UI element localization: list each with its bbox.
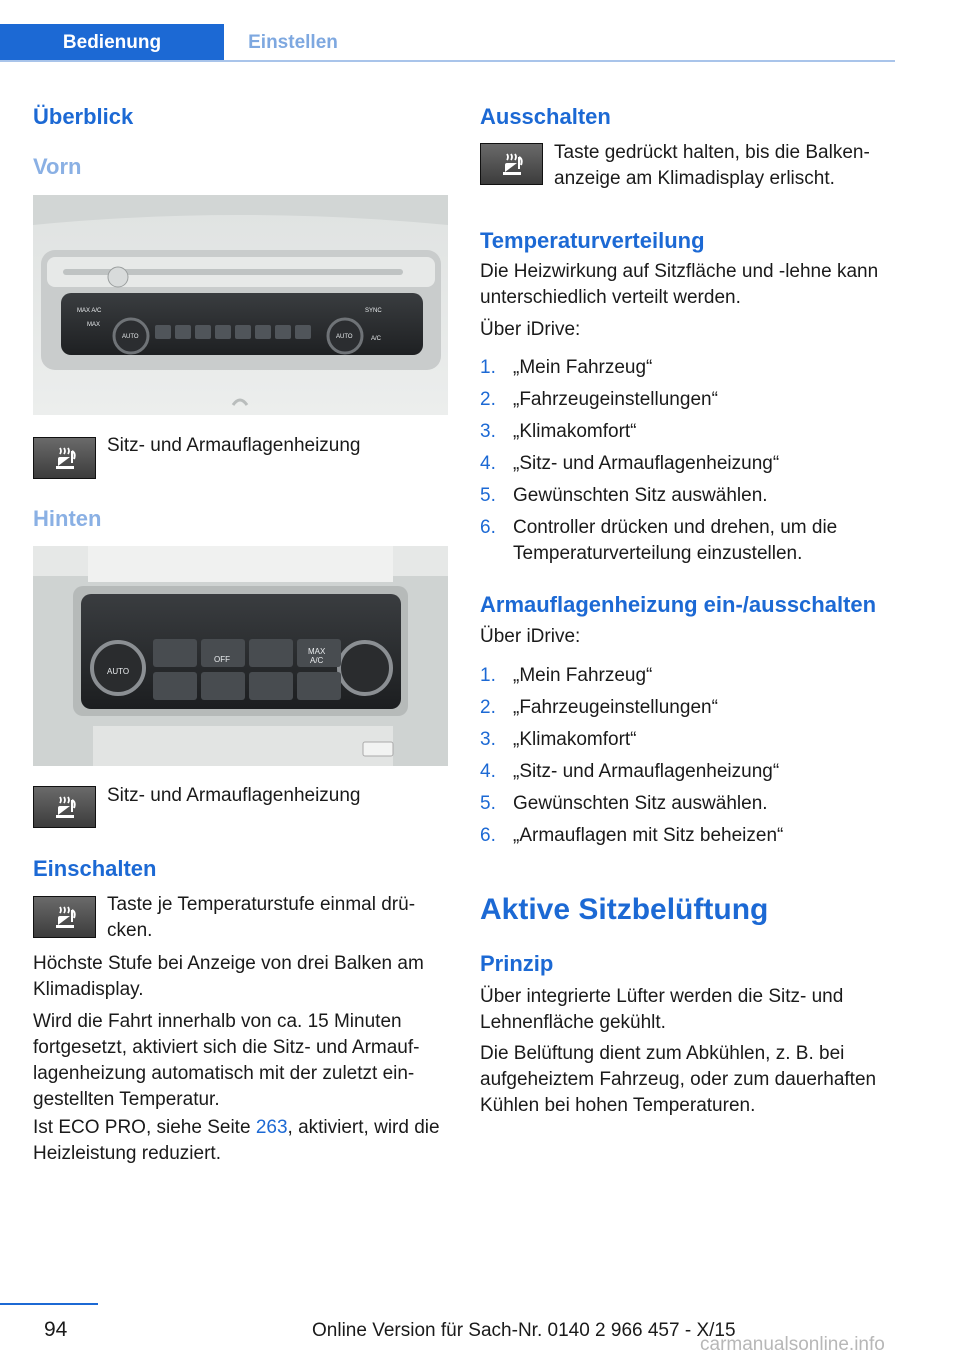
list-item: 5. Gewünschten Sitz auswählen.: [480, 485, 768, 506]
front-btn-auto-right: AUTO: [336, 334, 353, 340]
einschalten-p1: Höchste Stufe bei Anzeige von drei Balken am Klimadisplay.: [33, 953, 424, 1000]
list-item: 6. „Armauflagen mit Sitz beheizen“: [480, 825, 784, 846]
seat-heating-icon: [499, 151, 525, 177]
seat-heating-button-off: [480, 143, 543, 185]
ausschalten-text: Taste gedrückt halten, bis die Balken- anzeige am Klimadisplay erlischt.: [554, 142, 870, 189]
heading-rear: Hinten: [33, 506, 102, 531]
front-btn-auto-left: AUTO: [122, 334, 139, 340]
p3-before: Ist ECO PRO, siehe Seite: [33, 1117, 256, 1138]
heading-temperaturverteilung: Temperaturverteilung: [480, 228, 705, 253]
front-btn-max: MAX: [87, 322, 101, 328]
list-item: 3. „Klimakomfort“: [480, 421, 637, 442]
list-item: 4. „Sitz- und Armauflagenheizung“: [480, 761, 780, 782]
tab-einstellen[interactable]: Einstellen: [248, 32, 338, 53]
heading-ausschalten: Ausschalten: [480, 104, 611, 129]
list-item: 1. „Mein Fahrzeug“: [480, 665, 653, 686]
heading-prinzip: Prinzip: [480, 951, 554, 976]
seat-heating-button: [33, 437, 96, 479]
list-item: 6. Controller drücken und drehen, um die Temperaturverteilung einzustellen.: [480, 517, 838, 564]
rear-btn-ac: A/C: [310, 656, 324, 665]
rear-caption: Sitz- und Armauflagenheizung: [107, 785, 361, 806]
einschalten-text: Taste je Temperaturstufe einmal drü- cken.: [107, 894, 416, 941]
seat-heating-button-on: [33, 896, 96, 938]
dist-text: Die Heizwirkung auf Sitzfläche und -lehne kann unterschiedlich verteilt werden.: [480, 261, 879, 308]
p3-after: , aktiviert, wird die Heizleistung reduziert.: [33, 1117, 440, 1164]
principle-p2: Die Belüftung dient zum Abkühlen, z. B. bei aufgeheiztem Fahrzeug, oder zum dauerhaften Kühlen bei hohen Temperaturen.: [480, 1043, 877, 1116]
seat-heating-button-rear: [33, 786, 96, 828]
page-number: 94: [44, 1318, 68, 1341]
einschalten-p3: [33, 1115, 448, 1167]
list-item: 2. „Fahrzeugeinstellungen“: [480, 389, 718, 410]
heading-front: Vorn: [33, 154, 82, 179]
front-btn-sync: SYNC: [365, 308, 382, 314]
front-caption: Sitz- und Armauflagenheizung: [107, 435, 361, 456]
tab-bedienung[interactable]: Bedienung: [0, 24, 224, 62]
page-link-263[interactable]: 263: [255, 1117, 288, 1138]
seat-heating-icon: [52, 445, 78, 471]
list-item: 1. „Mein Fahrzeug“: [480, 357, 653, 378]
watermark: carmanualsonline.info: [700, 1334, 885, 1355]
seat-heating-icon: [52, 904, 78, 930]
list-item: 3. „Klimakomfort“: [480, 729, 637, 750]
rear-btn-auto: AUTO: [107, 667, 130, 676]
idrive-label-1: Über iDrive:: [480, 319, 581, 340]
seat-heating-icon: [52, 794, 78, 820]
heading-einschalten: Einschalten: [33, 856, 157, 881]
principle-p1: Über integrierte Lüfter werden die Sitz- und Lehnenfläche gekühlt.: [480, 986, 844, 1033]
idrive-label-2: Über iDrive:: [480, 626, 581, 647]
heading-armauflagenheizung: Armauflagenheizung ein-/ausschalten: [480, 592, 877, 617]
rear-btn-off: OFF: [214, 655, 230, 664]
front-btn-ac: A/C: [371, 336, 382, 342]
list-item: 2. „Fahrzeugeinstellungen“: [480, 697, 718, 718]
steps-list-2: [480, 663, 900, 849]
heading-overview: Überblick: [33, 104, 134, 129]
front-btn-maxac: MAX A/C: [77, 308, 102, 314]
front-climate-panel-photo: [33, 195, 448, 415]
einschalten-p2: Wird die Fahrt innerhalb von ca. 15 Minuten fortgesetzt, aktiviert sich die Sitz- und Armauf-lagenheizung automatisch mit der zuletzt ein-gestellten Temperatur.: [33, 1011, 420, 1110]
rear-btn-max: MAX: [308, 647, 326, 656]
footer-rule: [0, 1303, 98, 1305]
heading-aktive-sitzbelueftung: Aktive Sitzbelüftung: [480, 893, 769, 926]
list-item: 4. „Sitz- und Armauflagenheizung“: [480, 453, 780, 474]
online-version-text: Online Version für Sach-Nr. 0140 2 966 457 - X/15: [312, 1320, 736, 1341]
list-item: 5. Gewünschten Sitz auswählen.: [480, 793, 768, 814]
steps-list-1: [480, 355, 900, 567]
rear-climate-panel-photo: [33, 546, 448, 766]
header-rule: [0, 60, 895, 62]
chapter-tabs: [0, 24, 362, 62]
